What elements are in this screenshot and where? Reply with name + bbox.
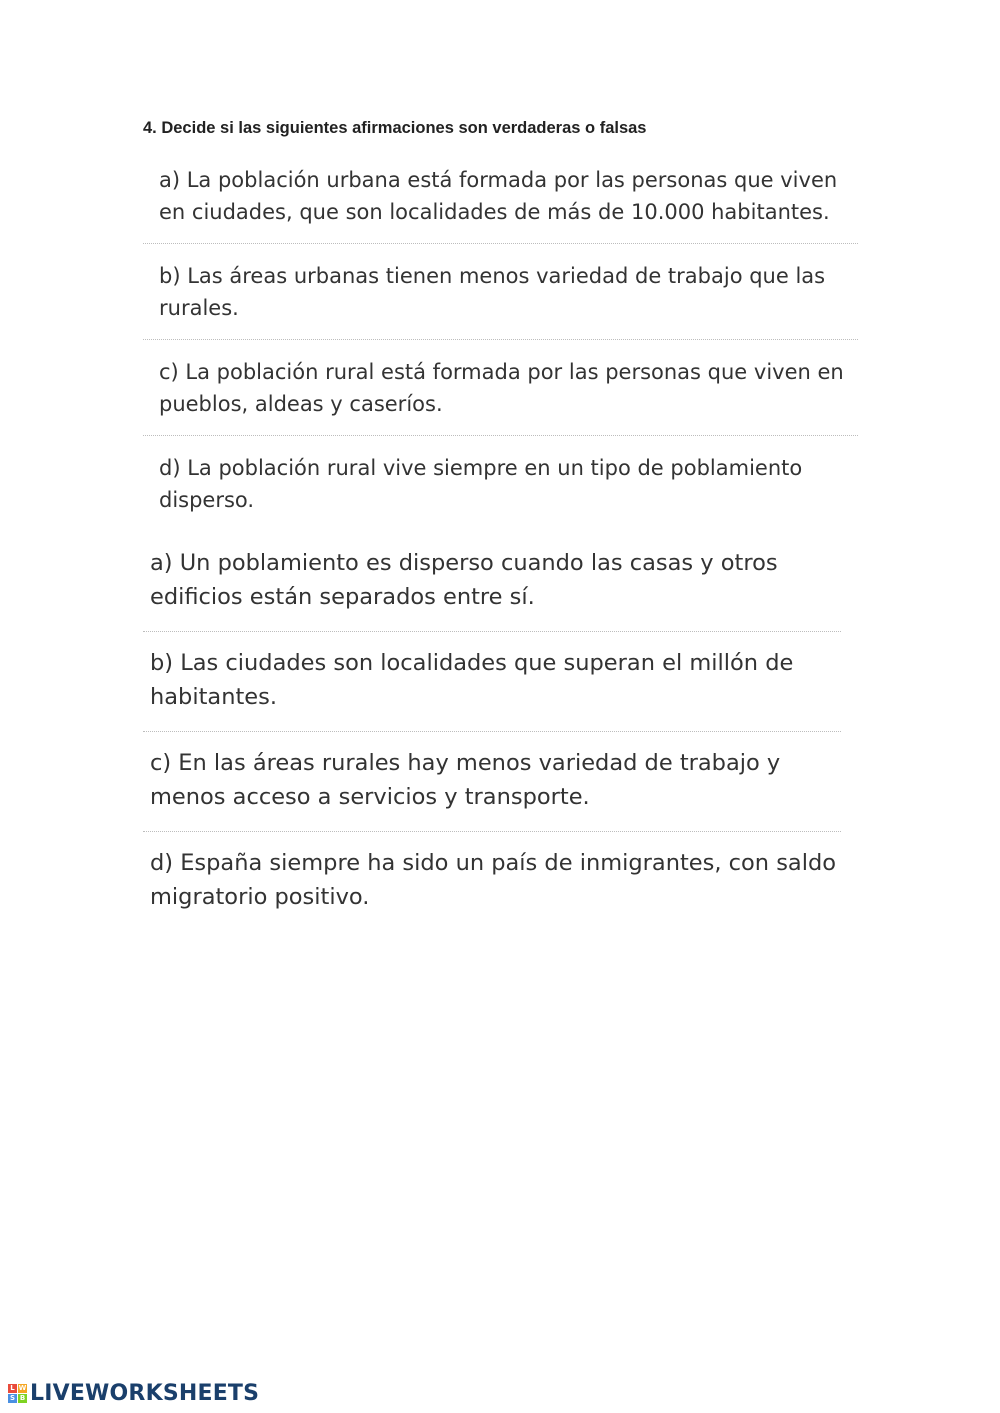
statement-list-2 bbox=[143, 546, 841, 914]
logo-tile: B bbox=[19, 1394, 26, 1402]
statement-list-1 bbox=[143, 164, 858, 516]
statement-item: a) Un poblamiento es disperso cuando las casas y otros edificios están separados entre sí. bbox=[143, 546, 841, 614]
brand-name: LIVEWORKSHEETS bbox=[30, 1381, 260, 1406]
statement-item: c) En las áreas rurales hay menos variedad de trabajo y menos acceso a servicios y transporte. bbox=[143, 746, 841, 814]
statement-item: a) La población urbana está formada por las personas que viven en ciudades, que son localidades de más de 10.000 habitantes. bbox=[143, 164, 858, 228]
logo-tile: S bbox=[9, 1394, 16, 1402]
liveworksheets-logo-icon bbox=[8, 1384, 27, 1403]
statement-item: d) España siempre ha sido un país de inmigrantes, con saldo migratorio positivo. bbox=[150, 850, 837, 910]
footer-branding bbox=[8, 1381, 259, 1406]
statement-item: b) Las áreas urbanas tienen menos variedad de trabajo que las rurales. bbox=[143, 260, 858, 324]
statement-item: d) La población rural vive siempre en un tipo de poblamiento disperso. bbox=[159, 456, 803, 512]
logo-tile: W bbox=[18, 1384, 27, 1392]
statement-item: b) Las ciudades son localidades que superan el millón de habitantes. bbox=[143, 646, 841, 714]
exercise-heading: 4. Decide si las siguientes afirmaciones son verdaderas o falsas bbox=[143, 119, 647, 137]
statement-item: c) La población rural está formada por las personas que viven en pueblos, aldeas y caseríos. bbox=[143, 356, 858, 420]
logo-tile: L bbox=[8, 1384, 17, 1393]
